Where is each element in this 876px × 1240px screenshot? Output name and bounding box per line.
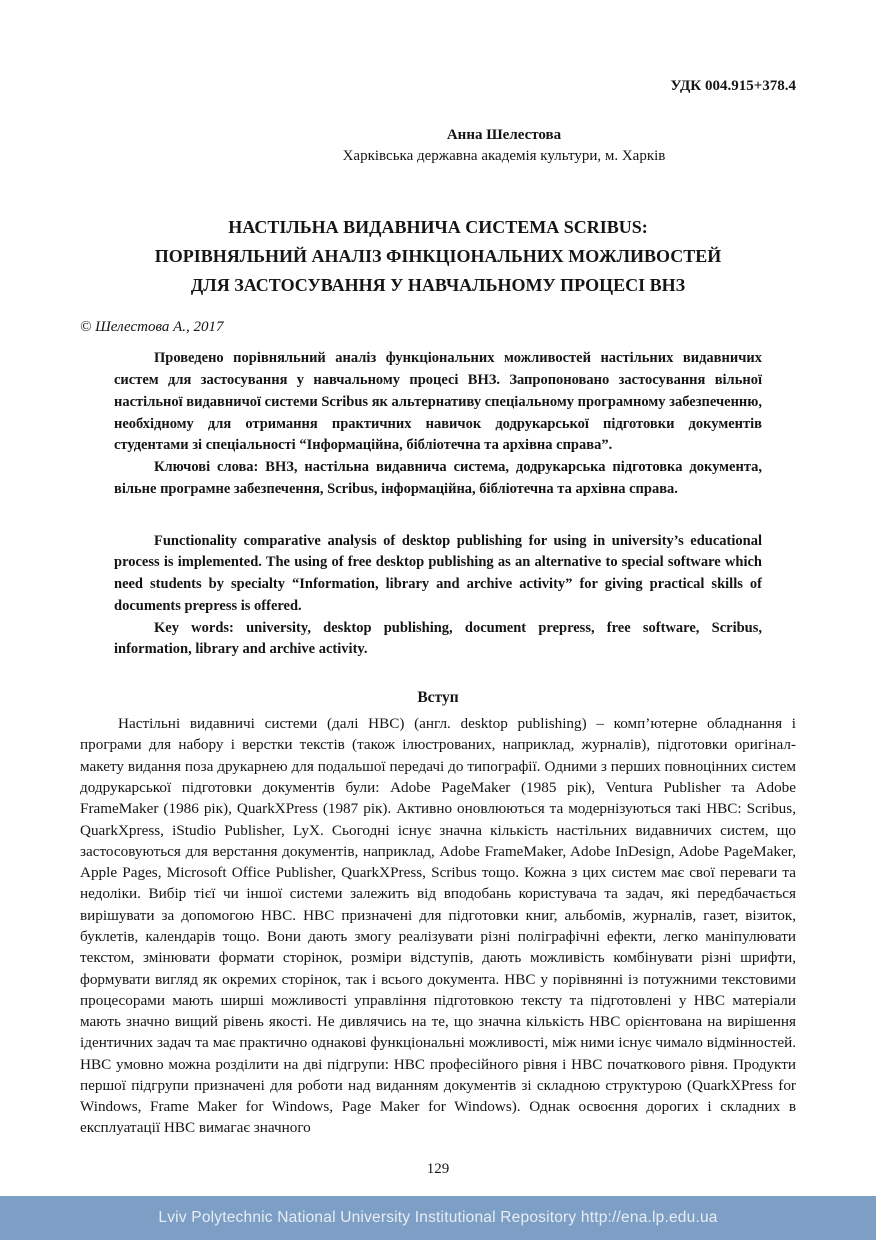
- abstract-ukrainian: [114, 348, 762, 500]
- paper-title-line-1: НАСТІЛЬНА ВИДАВНИЧА СИСТЕМА SCRIBUS:: [228, 217, 648, 237]
- abstract-ukrainian-text: Проведено порівняльний аналіз функціональних можливостей настільних видавничих систем для застосування у навчальному процесі ВНЗ. Запропоновано застосування вільної настільної видавничої системи Scribus як альтернативу спеціальному програмному забезпеченню, необхідному для отримання практичних навичок додрукарської підготовки документів студентами зі спеціальності “Інформаційна, бібліотечна та архівна справа”.: [114, 350, 762, 454]
- section-heading-intro: Вступ: [417, 689, 459, 707]
- page-number: 129: [426, 1161, 450, 1177]
- udc-code: УДК 004.915+378.4: [670, 78, 796, 94]
- repository-footer-bar: [0, 1196, 876, 1240]
- paper-title: [80, 213, 796, 299]
- keywords-ukrainian: Ключові слова: ВНЗ, настільна видавнича система, додрукарська підготовка документа, вільне програмне забезпечення, Scribus, інформаційна, бібліотечна та архівна справа.: [114, 459, 762, 497]
- repository-footer-text: Lviv Polytechnic National University Institutional Repository http://ena.lp.edu.ua: [158, 1209, 718, 1226]
- abstract-english-text: Functionality comparative analysis of desktop publishing for using in university’s educational process is implemented. The using of free desktop publishing as an alternative to special software which need students by specialty “Information, library and archive activity” for giving practical skills of documents prepress is offered.: [114, 532, 762, 614]
- paper-title-line-2: ПОРІВНЯЛЬНИЙ АНАЛІЗ ФІНКЦІОНАЛЬНИХ МОЖЛИВОСТЕЙ: [154, 245, 722, 266]
- keywords-english: Key words: university, desktop publishing, document prepress, free software, Scribus, information, library and archive activity.: [114, 619, 762, 658]
- author-affiliation: Харківська державна академія культури, м. Харків: [342, 148, 666, 164]
- author-block: [212, 125, 796, 167]
- paper-title-line-3: ДЛЯ ЗАСТОСУВАННЯ У НАВЧАЛЬНОМУ ПРОЦЕСІ ВНЗ: [190, 274, 686, 295]
- copyright-line: © Шелестова А., 2017: [80, 319, 224, 336]
- author-name: Анна Шелестова: [446, 127, 562, 143]
- intro-paragraph: Настільні видавничі системи (далі НВС) (англ. desktop publishing) – комп’ютерне обладнання і програми для набору і верстки текстів (також ілюстрованих, наприклад, журналів), підготовки оригінал-макету видання поза друкарнею для подальшої передачі до типографії. Одними з перших повноцінних систем додрукарської підготовки документів були: Adobe PageMaker (1985 рік), Ventura Publisher та Adobe FrameMaker (1986 рік), QuarkXPress (1987 рік). Активно оновлюються та модернізуються такі НВС: Scribus, QuarkXpress, iStudio Publisher, LyX. Сьогодні існує значна кількість настільних видавничих систем, що застосовуються для верстання документів, наприклад, Adobe FrameMaker, Adobe InDesign, Adobe PageMaker, Apple Pages, Microsoft Office Publisher, QuarkXPress, Scribus тощо. Кожна з цих систем має свої переваги та недоліки. Вибір тієї чи іншої системи залежить від вподобань користувача та задач, які передбачається вирішувати за допомогою НВС. НВС призначені для підготовки книг, альбомів, журналів, газет, візиток, буклетів, календарів тощо. Вони дають змогу реалізувати різні поліграфічні ефекти, легко маніпулювати текстом, змінювати формати сторінок, розміри відступів, дають можливість комбінувати різні шрифти, формувати вигляд як окремих сторінок, так і всього документа. НВС у порівнянні із потужними текстовими процесорами мають ширші можливості управління підготовкою тексту та підготовлені у НВС матеріали мають значно вищий рівень якості. Не дивлячись на те, що значна кількість НВС орієнтована на вирішення ідентичних задач та має практично однакові функціональні можливості, між ними існує чимало відмінностей. НВС умовно можна розділити на дві підгрупи: НВС професійного рівня і НВС початкового рівня. Продукти першої підгрупи призначені для роботи над виданням документів зі складною структурою (QuarkXPress for Windows, Frame Maker for Windows, Page Maker for Windows). Однак освоєння дорогих і складних в експлуатації НВС вимагає значного: [80, 715, 796, 1137]
- abstract-english: [114, 531, 762, 662]
